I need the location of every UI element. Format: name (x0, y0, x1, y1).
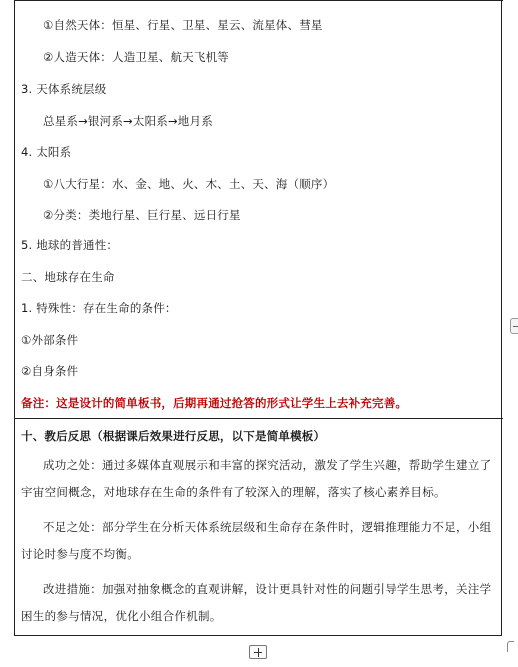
reflection-improvement: 改进措施：加强对抽象概念的直观讲解，设计更具针对性的问题引导学生思考，关注学困生的参与情况，优化小组合作机制。 (21, 582, 492, 623)
lesson-plan-table (14, 0, 502, 636)
natural-bodies-line: ①自然天体：恒星、行星、卫星、星云、流星体、彗星 (43, 18, 323, 32)
reflection-title: 十、教后反思（根据课后效果进行反思，以下是简单模板） (21, 429, 326, 443)
add-row-button[interactable] (249, 645, 267, 659)
table-top-border (15, 0, 503, 1)
solar-system-heading: 4. 太阳系 (21, 145, 72, 159)
artificial-bodies-line: ②人造天体：人造卫星、航天飞机等 (43, 50, 230, 64)
table-corner-handle[interactable] (507, 641, 514, 652)
document-page (14, 0, 502, 636)
hierarchy-chain-line: 总星系→银河系→太阳系→地月系 (43, 114, 213, 128)
external-conditions-line: ①外部条件 (21, 333, 79, 347)
life-section-heading: 二、地球存在生命 (21, 270, 115, 284)
hierarchy-heading: 3. 天体系统层级 (21, 82, 107, 96)
internal-conditions-line: ②自身条件 (21, 364, 79, 378)
special-line: 1. 特殊性：存在生命的条件： (21, 301, 177, 315)
table-row-divider (15, 418, 503, 419)
reflection-success: 成功之处：通过多媒体直观展示和丰富的探究活动，激发了学生兴趣，帮助学生建立了宇宙空间概念，对地球存在生命的条件有了较深入的理解，落实了核心素养目标。 (21, 458, 492, 499)
row-resize-handle[interactable] (510, 318, 518, 334)
earth-ordinary-line: 5. 地球的普通性： (21, 238, 119, 252)
reflection-shortcoming: 不足之处：部分学生在分析天体系统层级和生命存在条件时，逻辑推理能力不足，小组讨论时参与度不均衡。 (21, 520, 492, 561)
board-note: 备注：这是设计的简单板书，后期再通过抢答的形式让学生上去补充完善。 (21, 396, 408, 410)
classification-line: ②分类：类地行星、巨行星、远日行星 (43, 208, 241, 222)
eight-planets-line: ①八大行星：水、金、地、火、木、土、天、海（顺序） (43, 177, 335, 191)
